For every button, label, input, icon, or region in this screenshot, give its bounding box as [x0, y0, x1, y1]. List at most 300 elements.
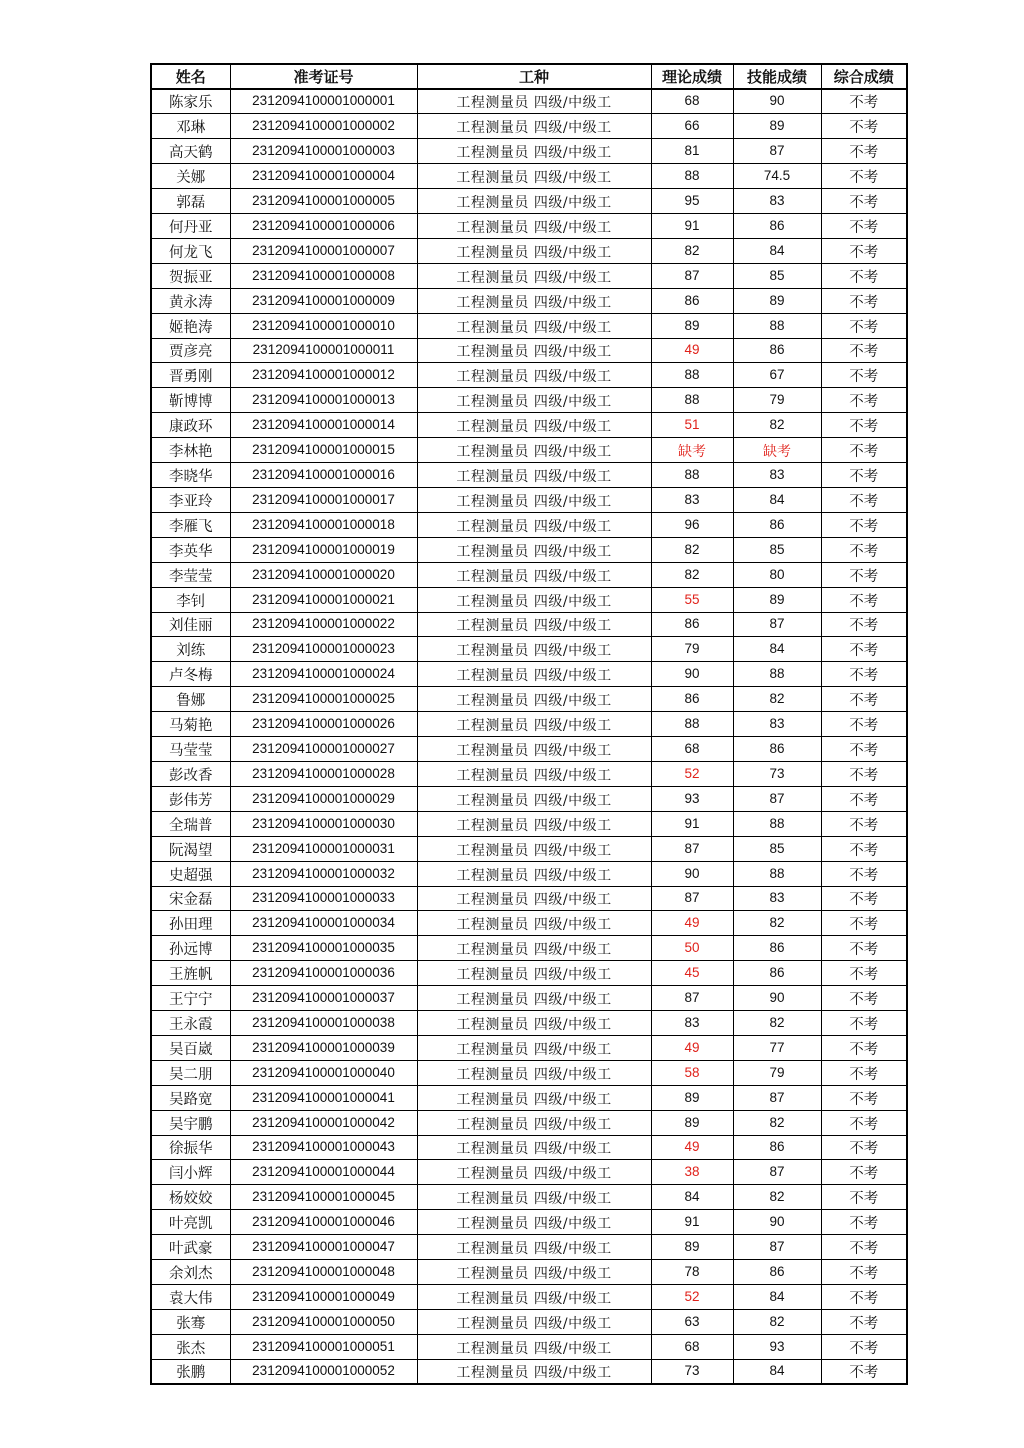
cell-theory-score: 88 — [651, 463, 733, 488]
cell-job-type: 工程测量员 四级/中级工 — [417, 612, 651, 637]
cell-exam-id: 2312094100001000016 — [230, 463, 417, 488]
cell-exam-id: 2312094100001000029 — [230, 786, 417, 811]
table-row — [151, 1085, 907, 1110]
cell-theory-score: 68 — [651, 1334, 733, 1359]
cell-exam-id: 2312094100001000032 — [230, 861, 417, 886]
cell-name: 孙田理 — [151, 911, 230, 936]
cell-theory-score: 78 — [651, 1260, 733, 1285]
cell-exam-id: 2312094100001000009 — [230, 288, 417, 313]
cell-job-type: 工程测量员 四级/中级工 — [417, 388, 651, 413]
cell-job-type: 工程测量员 四级/中级工 — [417, 238, 651, 263]
table-row — [151, 338, 907, 363]
cell-overall-score: 不考 — [821, 139, 907, 164]
table-row — [151, 911, 907, 936]
cell-overall-score: 不考 — [821, 1359, 907, 1384]
table-row — [151, 811, 907, 836]
cell-name: 卢冬梅 — [151, 662, 230, 687]
cell-job-type: 工程测量员 四级/中级工 — [417, 1185, 651, 1210]
cell-theory-score: 88 — [651, 712, 733, 737]
cell-theory-score: 63 — [651, 1309, 733, 1334]
cell-theory-score: 68 — [651, 89, 733, 114]
cell-theory-score: 86 — [651, 687, 733, 712]
cell-overall-score: 不考 — [821, 114, 907, 139]
cell-theory-score: 90 — [651, 861, 733, 886]
cell-skill-score: 85 — [733, 537, 821, 562]
cell-exam-id: 2312094100001000038 — [230, 1011, 417, 1036]
table-row — [151, 363, 907, 388]
cell-overall-score: 不考 — [821, 1011, 907, 1036]
cell-theory-score: 93 — [651, 786, 733, 811]
cell-overall-score: 不考 — [821, 288, 907, 313]
cell-skill-score: 86 — [733, 214, 821, 239]
cell-theory-score: 89 — [651, 1235, 733, 1260]
table-row — [151, 1235, 907, 1260]
cell-skill-score: 89 — [733, 114, 821, 139]
table-row — [151, 986, 907, 1011]
table-row — [151, 936, 907, 961]
cell-job-type: 工程测量员 四级/中级工 — [417, 438, 651, 463]
cell-job-type: 工程测量员 四级/中级工 — [417, 1085, 651, 1110]
cell-theory-score: 83 — [651, 488, 733, 513]
cell-exam-id: 2312094100001000051 — [230, 1334, 417, 1359]
cell-skill-score: 77 — [733, 1035, 821, 1060]
cell-job-type: 工程测量员 四级/中级工 — [417, 1035, 651, 1060]
cell-job-type: 工程测量员 四级/中级工 — [417, 1285, 651, 1310]
cell-name: 鲁娜 — [151, 687, 230, 712]
cell-skill-score: 93 — [733, 1334, 821, 1359]
cell-theory-score: 87 — [651, 263, 733, 288]
cell-job-type: 工程测量员 四级/中级工 — [417, 861, 651, 886]
cell-name: 陈家乐 — [151, 89, 230, 114]
cell-job-type: 工程测量员 四级/中级工 — [417, 1060, 651, 1085]
cell-skill-score: 86 — [733, 338, 821, 363]
cell-skill-score: 79 — [733, 1060, 821, 1085]
cell-name: 叶亮凯 — [151, 1210, 230, 1235]
cell-exam-id: 2312094100001000007 — [230, 238, 417, 263]
cell-exam-id: 2312094100001000042 — [230, 1110, 417, 1135]
cell-skill-score: 86 — [733, 1260, 821, 1285]
cell-job-type: 工程测量员 四级/中级工 — [417, 139, 651, 164]
cell-skill-score: 82 — [733, 1110, 821, 1135]
cell-skill-score: 86 — [733, 961, 821, 986]
cell-overall-score: 不考 — [821, 338, 907, 363]
cell-job-type: 工程测量员 四级/中级工 — [417, 263, 651, 288]
table-row — [151, 1260, 907, 1285]
cell-exam-id: 2312094100001000025 — [230, 687, 417, 712]
cell-name: 王旌帆 — [151, 961, 230, 986]
cell-exam-id: 2312094100001000001 — [230, 89, 417, 114]
cell-job-type: 工程测量员 四级/中级工 — [417, 936, 651, 961]
cell-exam-id: 2312094100001000043 — [230, 1135, 417, 1160]
cell-theory-score: 88 — [651, 164, 733, 189]
cell-exam-id: 2312094100001000033 — [230, 886, 417, 911]
table-row — [151, 637, 907, 662]
cell-job-type: 工程测量员 四级/中级工 — [417, 587, 651, 612]
cell-skill-score: 73 — [733, 761, 821, 786]
cell-overall-score: 不考 — [821, 1334, 907, 1359]
cell-exam-id: 2312094100001000011 — [230, 338, 417, 363]
cell-job-type: 工程测量员 四级/中级工 — [417, 313, 651, 338]
cell-exam-id: 2312094100001000019 — [230, 537, 417, 562]
cell-overall-score: 不考 — [821, 1110, 907, 1135]
cell-overall-score: 不考 — [821, 587, 907, 612]
cell-overall-score: 不考 — [821, 1309, 907, 1334]
cell-theory-score: 96 — [651, 512, 733, 537]
cell-exam-id: 2312094100001000046 — [230, 1210, 417, 1235]
cell-theory-score: 68 — [651, 737, 733, 762]
table-row — [151, 886, 907, 911]
cell-skill-score: 84 — [733, 238, 821, 263]
table-row — [151, 488, 907, 513]
cell-skill-score: 82 — [733, 1185, 821, 1210]
cell-job-type: 工程测量员 四级/中级工 — [417, 911, 651, 936]
table-row — [151, 313, 907, 338]
cell-theory-score: 51 — [651, 413, 733, 438]
table-row — [151, 861, 907, 886]
cell-overall-score: 不考 — [821, 637, 907, 662]
cell-exam-id: 2312094100001000047 — [230, 1235, 417, 1260]
cell-overall-score: 不考 — [821, 786, 907, 811]
cell-name: 吴宇鹏 — [151, 1110, 230, 1135]
cell-exam-id: 2312094100001000035 — [230, 936, 417, 961]
table-row — [151, 388, 907, 413]
cell-job-type: 工程测量员 四级/中级工 — [417, 338, 651, 363]
table-row — [151, 413, 907, 438]
table-row — [151, 463, 907, 488]
cell-exam-id: 2312094100001000013 — [230, 388, 417, 413]
cell-exam-id: 2312094100001000039 — [230, 1035, 417, 1060]
cell-name: 徐振华 — [151, 1135, 230, 1160]
cell-theory-score: 84 — [651, 1185, 733, 1210]
table-row — [151, 89, 907, 114]
cell-skill-score: 82 — [733, 1011, 821, 1036]
cell-job-type: 工程测量员 四级/中级工 — [417, 1334, 651, 1359]
cell-job-type: 工程测量员 四级/中级工 — [417, 1235, 651, 1260]
cell-job-type: 工程测量员 四级/中级工 — [417, 164, 651, 189]
table-row — [151, 1285, 907, 1310]
score-table — [150, 63, 908, 1385]
cell-job-type: 工程测量员 四级/中级工 — [417, 214, 651, 239]
header-job-type: 工种 — [417, 64, 651, 89]
cell-name: 吴百崴 — [151, 1035, 230, 1060]
cell-name: 史超强 — [151, 861, 230, 886]
cell-overall-score: 不考 — [821, 89, 907, 114]
table-row — [151, 238, 907, 263]
cell-exam-id: 2312094100001000024 — [230, 662, 417, 687]
cell-theory-score: 88 — [651, 388, 733, 413]
table-row — [151, 164, 907, 189]
cell-exam-id: 2312094100001000002 — [230, 114, 417, 139]
cell-exam-id: 2312094100001000010 — [230, 313, 417, 338]
cell-name: 张骞 — [151, 1309, 230, 1334]
cell-skill-score: 87 — [733, 612, 821, 637]
cell-name: 贺振亚 — [151, 263, 230, 288]
cell-skill-score: 缺考 — [733, 438, 821, 463]
cell-exam-id: 2312094100001000004 — [230, 164, 417, 189]
cell-overall-score: 不考 — [821, 388, 907, 413]
cell-name: 高天鹤 — [151, 139, 230, 164]
cell-overall-score: 不考 — [821, 911, 907, 936]
cell-job-type: 工程测量员 四级/中级工 — [417, 961, 651, 986]
cell-theory-score: 38 — [651, 1160, 733, 1185]
cell-name: 马莹莹 — [151, 737, 230, 762]
table-header — [151, 64, 907, 89]
cell-exam-id: 2312094100001000041 — [230, 1085, 417, 1110]
cell-theory-score: 81 — [651, 139, 733, 164]
cell-name: 宋金磊 — [151, 886, 230, 911]
cell-job-type: 工程测量员 四级/中级工 — [417, 537, 651, 562]
cell-name: 阮渴望 — [151, 836, 230, 861]
cell-theory-score: 52 — [651, 761, 733, 786]
cell-skill-score: 84 — [733, 488, 821, 513]
cell-theory-score: 86 — [651, 612, 733, 637]
cell-exam-id: 2312094100001000049 — [230, 1285, 417, 1310]
cell-overall-score: 不考 — [821, 1035, 907, 1060]
table-row — [151, 139, 907, 164]
cell-job-type: 工程测量员 四级/中级工 — [417, 562, 651, 587]
cell-skill-score: 84 — [733, 1285, 821, 1310]
cell-job-type: 工程测量员 四级/中级工 — [417, 1210, 651, 1235]
cell-name: 马菊艳 — [151, 712, 230, 737]
table-row — [151, 189, 907, 214]
table-row — [151, 562, 907, 587]
cell-name: 邓琳 — [151, 114, 230, 139]
cell-overall-score: 不考 — [821, 512, 907, 537]
header-overall-score: 综合成绩 — [821, 64, 907, 89]
cell-skill-score: 74.5 — [733, 164, 821, 189]
cell-overall-score: 不考 — [821, 811, 907, 836]
cell-overall-score: 不考 — [821, 238, 907, 263]
cell-overall-score: 不考 — [821, 1060, 907, 1085]
table-row — [151, 263, 907, 288]
cell-overall-score: 不考 — [821, 836, 907, 861]
cell-theory-score: 52 — [651, 1285, 733, 1310]
cell-exam-id: 2312094100001000045 — [230, 1185, 417, 1210]
cell-skill-score: 79 — [733, 388, 821, 413]
cell-exam-id: 2312094100001000031 — [230, 836, 417, 861]
cell-name: 关娜 — [151, 164, 230, 189]
table-row — [151, 1160, 907, 1185]
cell-theory-score: 89 — [651, 1110, 733, 1135]
cell-exam-id: 2312094100001000040 — [230, 1060, 417, 1085]
cell-skill-score: 84 — [733, 1359, 821, 1384]
header-row — [151, 64, 907, 89]
header-theory-score: 理论成绩 — [651, 64, 733, 89]
cell-job-type: 工程测量员 四级/中级工 — [417, 712, 651, 737]
cell-name: 张鹏 — [151, 1359, 230, 1384]
table-row — [151, 1135, 907, 1160]
cell-job-type: 工程测量员 四级/中级工 — [417, 1135, 651, 1160]
cell-job-type: 工程测量员 四级/中级工 — [417, 737, 651, 762]
table-row — [151, 1035, 907, 1060]
cell-skill-score: 89 — [733, 587, 821, 612]
table-row — [151, 1359, 907, 1384]
cell-skill-score: 86 — [733, 737, 821, 762]
cell-overall-score: 不考 — [821, 612, 907, 637]
cell-exam-id: 2312094100001000006 — [230, 214, 417, 239]
cell-theory-score: 95 — [651, 189, 733, 214]
cell-job-type: 工程测量员 四级/中级工 — [417, 836, 651, 861]
cell-skill-score: 80 — [733, 562, 821, 587]
cell-name: 袁大伟 — [151, 1285, 230, 1310]
cell-overall-score: 不考 — [821, 861, 907, 886]
cell-job-type: 工程测量员 四级/中级工 — [417, 662, 651, 687]
cell-name: 余刘杰 — [151, 1260, 230, 1285]
cell-overall-score: 不考 — [821, 1285, 907, 1310]
cell-exam-id: 2312094100001000015 — [230, 438, 417, 463]
cell-name: 彭改香 — [151, 761, 230, 786]
cell-skill-score: 83 — [733, 886, 821, 911]
cell-overall-score: 不考 — [821, 986, 907, 1011]
cell-skill-score: 67 — [733, 363, 821, 388]
cell-job-type: 工程测量员 四级/中级工 — [417, 189, 651, 214]
cell-skill-score: 87 — [733, 786, 821, 811]
cell-job-type: 工程测量员 四级/中级工 — [417, 89, 651, 114]
cell-name: 姬艳涛 — [151, 313, 230, 338]
cell-exam-id: 2312094100001000020 — [230, 562, 417, 587]
table-row — [151, 1309, 907, 1334]
cell-skill-score: 82 — [733, 413, 821, 438]
table-row — [151, 1011, 907, 1036]
cell-skill-score: 88 — [733, 662, 821, 687]
cell-theory-score: 45 — [651, 961, 733, 986]
table-row — [151, 662, 907, 687]
cell-theory-score: 73 — [651, 1359, 733, 1384]
cell-theory-score: 91 — [651, 214, 733, 239]
cell-name: 吴路宽 — [151, 1085, 230, 1110]
cell-exam-id: 2312094100001000030 — [230, 811, 417, 836]
cell-exam-id: 2312094100001000044 — [230, 1160, 417, 1185]
cell-job-type: 工程测量员 四级/中级工 — [417, 1110, 651, 1135]
cell-skill-score: 83 — [733, 712, 821, 737]
cell-skill-score: 82 — [733, 687, 821, 712]
cell-exam-id: 2312094100001000050 — [230, 1309, 417, 1334]
cell-overall-score: 不考 — [821, 1235, 907, 1260]
cell-theory-score: 87 — [651, 886, 733, 911]
cell-overall-score: 不考 — [821, 214, 907, 239]
cell-skill-score: 83 — [733, 463, 821, 488]
cell-skill-score: 85 — [733, 836, 821, 861]
cell-name: 全瑞普 — [151, 811, 230, 836]
cell-skill-score: 90 — [733, 89, 821, 114]
cell-overall-score: 不考 — [821, 712, 907, 737]
cell-skill-score: 87 — [733, 139, 821, 164]
cell-exam-id: 2312094100001000021 — [230, 587, 417, 612]
cell-name: 李莹莹 — [151, 562, 230, 587]
cell-job-type: 工程测量员 四级/中级工 — [417, 1160, 651, 1185]
cell-name: 何丹亚 — [151, 214, 230, 239]
header-name: 姓名 — [151, 64, 230, 89]
cell-job-type: 工程测量员 四级/中级工 — [417, 413, 651, 438]
cell-exam-id: 2312094100001000036 — [230, 961, 417, 986]
table-row — [151, 1210, 907, 1235]
table-row — [151, 687, 907, 712]
cell-job-type: 工程测量员 四级/中级工 — [417, 363, 651, 388]
cell-exam-id: 2312094100001000018 — [230, 512, 417, 537]
table-row — [151, 1110, 907, 1135]
cell-exam-id: 2312094100001000012 — [230, 363, 417, 388]
cell-overall-score: 不考 — [821, 1210, 907, 1235]
cell-job-type: 工程测量员 四级/中级工 — [417, 986, 651, 1011]
cell-overall-score: 不考 — [821, 537, 907, 562]
cell-job-type: 工程测量员 四级/中级工 — [417, 288, 651, 313]
cell-name: 李英华 — [151, 537, 230, 562]
table-row — [151, 1060, 907, 1085]
cell-job-type: 工程测量员 四级/中级工 — [417, 761, 651, 786]
table-row — [151, 288, 907, 313]
cell-name: 杨姣姣 — [151, 1185, 230, 1210]
cell-theory-score: 89 — [651, 313, 733, 338]
cell-skill-score: 90 — [733, 1210, 821, 1235]
cell-job-type: 工程测量员 四级/中级工 — [417, 1260, 651, 1285]
cell-theory-score: 79 — [651, 637, 733, 662]
cell-theory-score: 49 — [651, 338, 733, 363]
header-exam-id: 准考证号 — [230, 64, 417, 89]
cell-name: 李雁飞 — [151, 512, 230, 537]
cell-name: 王永霞 — [151, 1011, 230, 1036]
cell-theory-score: 86 — [651, 288, 733, 313]
cell-exam-id: 2312094100001000005 — [230, 189, 417, 214]
cell-theory-score: 88 — [651, 363, 733, 388]
cell-name: 郭磊 — [151, 189, 230, 214]
table-row — [151, 537, 907, 562]
table-row — [151, 1185, 907, 1210]
table-row — [151, 587, 907, 612]
cell-exam-id: 2312094100001000027 — [230, 737, 417, 762]
cell-name: 刘练 — [151, 637, 230, 662]
cell-job-type: 工程测量员 四级/中级工 — [417, 637, 651, 662]
cell-theory-score: 90 — [651, 662, 733, 687]
cell-theory-score: 50 — [651, 936, 733, 961]
cell-job-type: 工程测量员 四级/中级工 — [417, 886, 651, 911]
cell-skill-score: 85 — [733, 263, 821, 288]
cell-overall-score: 不考 — [821, 761, 907, 786]
cell-skill-score: 87 — [733, 1160, 821, 1185]
cell-skill-score: 86 — [733, 936, 821, 961]
cell-name: 闫小辉 — [151, 1160, 230, 1185]
cell-name: 李钊 — [151, 587, 230, 612]
cell-exam-id: 2312094100001000034 — [230, 911, 417, 936]
cell-theory-score: 66 — [651, 114, 733, 139]
cell-job-type: 工程测量员 四级/中级工 — [417, 786, 651, 811]
cell-overall-score: 不考 — [821, 189, 907, 214]
cell-exam-id: 2312094100001000048 — [230, 1260, 417, 1285]
table-row — [151, 612, 907, 637]
table-row — [151, 214, 907, 239]
cell-skill-score: 87 — [733, 1085, 821, 1110]
cell-job-type: 工程测量员 四级/中级工 — [417, 687, 651, 712]
cell-name: 何龙飞 — [151, 238, 230, 263]
cell-exam-id: 2312094100001000028 — [230, 761, 417, 786]
cell-theory-score: 49 — [651, 1135, 733, 1160]
cell-overall-score: 不考 — [821, 463, 907, 488]
table-row — [151, 836, 907, 861]
cell-name: 李林艳 — [151, 438, 230, 463]
cell-theory-score: 89 — [651, 1085, 733, 1110]
cell-name: 叶武豪 — [151, 1235, 230, 1260]
cell-job-type: 工程测量员 四级/中级工 — [417, 512, 651, 537]
cell-overall-score: 不考 — [821, 1260, 907, 1285]
cell-name: 康政环 — [151, 413, 230, 438]
table-row — [151, 512, 907, 537]
cell-theory-score: 49 — [651, 1035, 733, 1060]
cell-overall-score: 不考 — [821, 413, 907, 438]
cell-overall-score: 不考 — [821, 363, 907, 388]
cell-exam-id: 2312094100001000003 — [230, 139, 417, 164]
cell-overall-score: 不考 — [821, 1185, 907, 1210]
cell-name: 吴二朋 — [151, 1060, 230, 1085]
table-row — [151, 1334, 907, 1359]
